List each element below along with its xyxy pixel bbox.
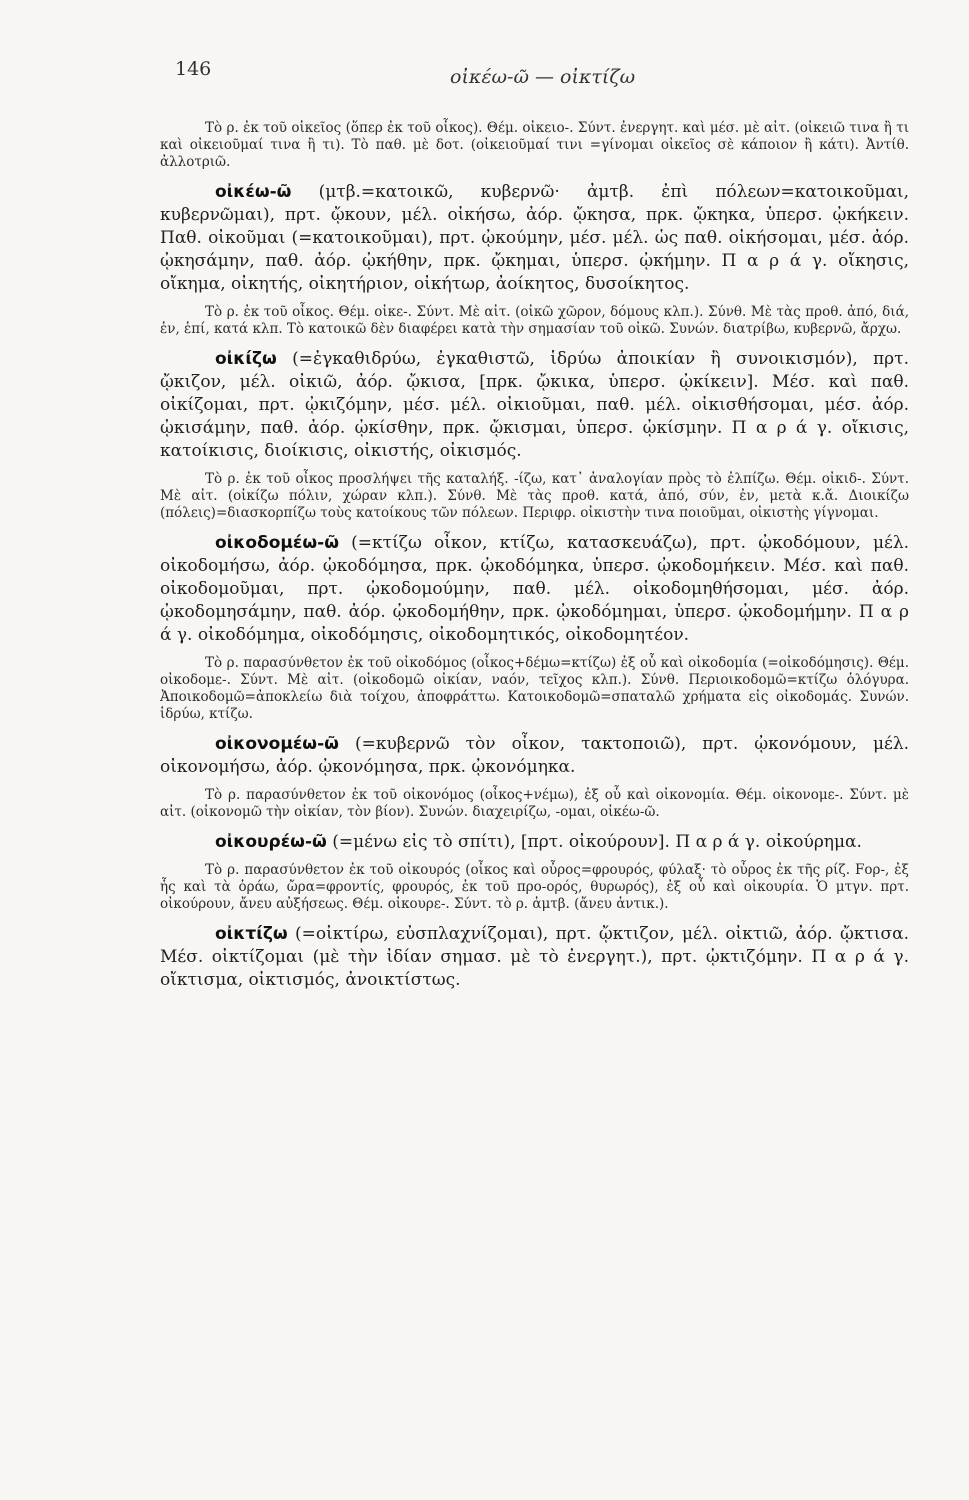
entry-definition — [160, 831, 909, 854]
headword: οἰκτίζω — [215, 924, 288, 944]
entry-note: Τὸ ρ. ἐκ τοῦ οἶκος. Θέμ. οἰκε-. Σύντ. Μὲ αἰτ. (οἰκῶ χῶρον, δόμους κλπ.). Σύνθ. Μὲ τὰς προθ. ἀπό, διά, ἐν, ἐπί, κατά κλπ. Τὸ κατοικῶ δὲν διαφέρει κατὰ τὴν σημασίαν τοῦ οἰκῶ. Συνών. διατρίβω, κυβερνῶ, ἄρχω. — [160, 304, 909, 337]
definition-text: (=κτίζω οἶκον, κτίζω, κατασκευάζω), πρτ. ᾠκοδόμουν, μέλ. οἰκοδομήσω, ἀόρ. ᾠκοδόμησα, πρκ. ᾠκοδόμηκα, ὑπερσ. ᾠκοδομήκειν. Μέσ. καὶ παθ. οἰκοδομοῦμαι, πρτ. ᾠκοδομούμην, παθ. μέλ. οἰκοδομηθήσομαι, μέσ. ἀόρ. ᾠκοδομησάμην, παθ. ἀόρ. ᾠκοδομήθην, πρκ. ᾠκοδόμημαι, ὑπερσ. ᾠκοδομήμην. Π α ρ ά γ. οἰκοδόμημα, οἰκοδόμησις, οἰκοδομητικός, οἰκοδομητέον. — [160, 533, 909, 645]
entry-oikeo — [160, 181, 909, 338]
entry-note: Τὸ ρ. παρασύνθετον ἐκ τοῦ οἰκουρός (οἶκος καὶ οὖρος=φρουρός, φύλαξ· τὸ οὖρος ἐκ τῆς ρίζ. Fορ-, ἐξ ἧς καὶ τὰ ὁράω, ὤρα=φροντίς, φρουρός, ἐκ τοῦ προ-ορός, θυρωρός), ἐξ οὗ καὶ οἰκουρία. Ὁ μτγν. πρτ. οἰκούρουν, ἄνευ αὐξήσεως. Θέμ. οἰκουρε-. Σύντ. τὸ ρ. ἀμτβ. (ἄνευ ἀντικ.). — [160, 862, 909, 912]
definition-text: (=οἰκτίρω, εὐσπλαχνίζομαι), πρτ. ᾤκτιζον, μέλ. οἰκτιῶ, ἀόρ. ᾤκτισα. Μέσ. οἰκτίζομαι (μὲ τὴν ἰδίαν σημασ. μὲ τὸ ἐνεργητ.), πρτ. ᾠκτιζόμην. Π α ρ ά γ. οἴκτισμα, οἰκτισμός, ἀνοικτίστως. — [160, 924, 909, 990]
running-title: οἰκέω-ῶ — οἰκτίζω — [450, 66, 636, 88]
entry-oiktizo — [160, 923, 909, 992]
headword: οἰκέω-ῶ — [215, 182, 292, 202]
entry-oikizo — [160, 348, 909, 522]
intro-note: Τὸ ρ. ἐκ τοῦ οἰκεῖος (ὅπερ ἐκ τοῦ οἶκος). Θέμ. οἰκειο-. Σύντ. ἐνεργητ. καὶ μέσ. μὲ αἰτ. (οἰκειῶ τινα ἢ τι καὶ οἰκειοῦμαί τινα ἢ τι). Τὸ παθ. μὲ δοτ. (οἰκειοῦμαί τινι =γίνομαι οἰκεῖος σὲ κάποιον ἢ κάτι). Ἀντίθ. ἀλλοτριῶ. — [160, 120, 909, 170]
headword: οἰκονομέω-ῶ — [215, 734, 339, 754]
page-header — [160, 0, 909, 120]
entry-definition — [160, 532, 909, 647]
entry-definition — [160, 348, 909, 463]
entry-note: Τὸ ρ. ἐκ τοῦ οἶκος προσλήψει τῆς καταλήξ. -ίζω, κατ᾽ ἀναλογίαν πρὸς τὸ ἐλπίζω. Θέμ. οἰκιδ-. Σύντ. Μὲ αἰτ. (οἰκίζω πόλιν, χώραν κλπ.). Σύνθ. Μὲ τὰς προθ. κατά, ἀπό, σύν, ἐν, μετὰ κ.ἄ. Διοικίζω (πόλεις)=διασκορπίζω τοὺς κατοίκους τῶν πόλεων. Περιφρ. οἰκιστὴν τινα ποιοῦμαι, οἰκιστὴς γίγνομαι. — [160, 471, 909, 521]
entry-definition — [160, 733, 909, 779]
entry-oikoureo — [160, 831, 909, 913]
entry-definition — [160, 181, 909, 296]
entry-note: Τὸ ρ. παρασύνθετον ἐκ τοῦ οἰκονόμος (οἶκος+νέμω), ἐξ οὗ καὶ οἰκονομία. Θέμ. οἰκονομε-. Σύντ. μὲ αἰτ. (οἰκονομῶ τὴν οἰκίαν, τὸν βίον). Συνών. διαχειρίζω, -ομαι, οἰκέω-ῶ. — [160, 787, 909, 820]
headword: οἰκοδομέω-ῶ — [215, 533, 339, 553]
definition-text: (=ἐγκαθιδρύω, ἐγκαθιστῶ, ἱδρύω ἀποικίαν ἢ συνοικισμόν), πρτ. ᾤκιζον, μέλ. οἰκιῶ, ἀόρ. ᾤκισα, [πρκ. ᾤκικα, ὑπερσ. ᾠκίκειν]. Μέσ. καὶ παθ. οἰκίζομαι, πρτ. ᾠκιζόμην, μέσ. μέλ. οἰκιοῦμαι, παθ. μέλ. οἰκισθήσομαι, μέσ. ἀόρ. ᾠκισάμην, παθ. ἀόρ. ᾠκίσθην, πρκ. ᾤκισμαι, ὑπερσ. ᾠκίσμην. Π α ρ ά γ. οἴκισις, κατοίκισις, διοίκισις, οἰκιστής, οἰκισμός. — [160, 349, 909, 461]
headword: οἰκουρέω-ῶ — [215, 832, 327, 852]
entry-oikonomeo — [160, 733, 909, 821]
definition-text: (=κυβερνῶ τὸν οἶκον, τακτοποιῶ), πρτ. ᾠκονόμουν, μέλ. οἰκονομήσω, ἀόρ. ᾠκονόμησα, πρκ. ᾠκονόμηκα. — [160, 734, 909, 777]
definition-text: (=μένω εἰς τὸ σπίτι), [πρτ. οἰκούρουν]. Π α ρ ά γ. οἰκούρημα. — [332, 832, 862, 852]
entry-definition — [160, 923, 909, 992]
definition-text: (μτβ.=κατοικῶ, κυβερνῶ· ἀμτβ. ἐπὶ πόλεων=κατοικοῦμαι, κυβερνῶμαι), πρτ. ᾤκουν, μέλ. οἰκήσω, ἀόρ. ᾤκησα, πρκ. ᾤκηκα, ὑπερσ. ᾠκήκειν. Παθ. οἰκοῦμαι (=κατοικοῦμαι), πρτ. ᾠκούμην, μέσ. μέλ. ὡς παθ. οἰκήσομαι, μέσ. ἀόρ. ᾠκησάμην, παθ. ἀόρ. ᾠκήθην, πρκ. ᾤκημαι, ὑπερσ. ᾠκήμην. Π α ρ ά γ. οἴκησις, οἴκημα, οἰκητής, οἰκητήριον, οἰκήτωρ, ἀοίκητος, δυσοίκητος. — [160, 182, 909, 294]
entry-note: Τὸ ρ. παρασύνθετον ἐκ τοῦ οἰκοδόμος (οἶκος+δέμω=κτίζω) ἐξ οὗ καὶ οἰκοδομία (=οἰκοδόμησις). Θέμ. οἰκοδομε-. Σύντ. Μὲ αἰτ. (οἰκοδομῶ οἰκίαν, ναόν, τεῖχος κλπ.). Σύνθ. Περιοικοδομῶ=κτίζω ὁλόγυρα. Ἀποικοδομῶ=ἀποκλείω διὰ τοίχου, ἀποφράττω. Κατοικοδομῶ=σπαταλῶ χρήματα εἰς οἰκοδομάς. Συνών. ἱδρύω, κτίζω. — [160, 655, 909, 722]
headword: οἰκίζω — [215, 349, 277, 369]
page-number: 146 — [175, 58, 212, 80]
entry-oikodomeo — [160, 532, 909, 723]
